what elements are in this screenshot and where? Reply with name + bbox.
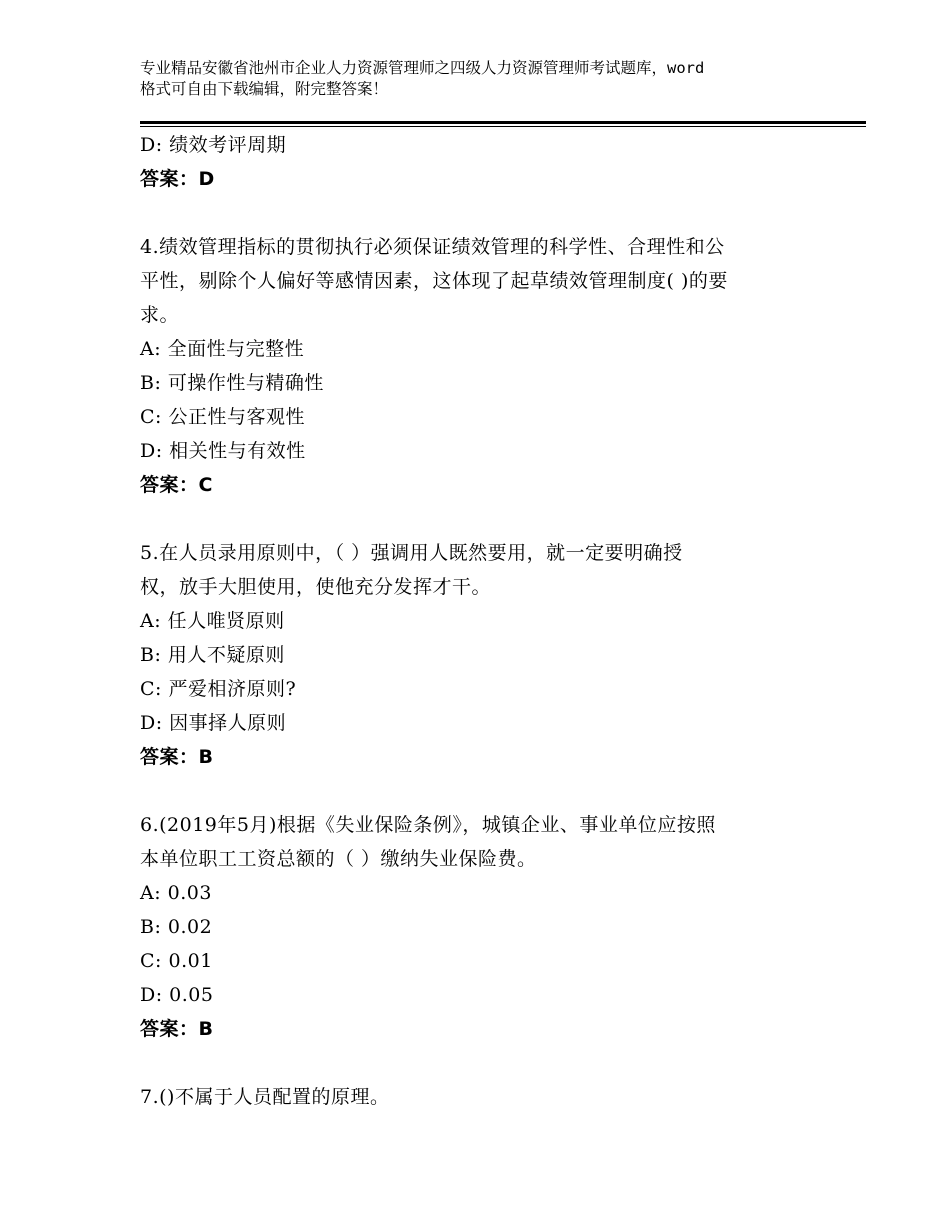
spacer [140, 196, 820, 230]
spacer [140, 1046, 820, 1080]
spacer [140, 502, 820, 536]
answer-line: 答案：B [140, 1018, 214, 1040]
question-4 [140, 230, 820, 502]
question-3-tail [140, 128, 820, 196]
question-stem: 6.(2019年5月)根据《失业保险条例》，城镇企业、事业单位应按照 [140, 814, 716, 836]
question-list [140, 128, 820, 1114]
option-d: D: 相关性与有效性 [140, 440, 306, 462]
answer-line: 答案：B [140, 746, 214, 768]
answer-line: 答案：D [140, 168, 215, 190]
option-a: A: 0.03 [140, 882, 212, 904]
header-rule-thick [140, 121, 866, 124]
question-5 [140, 536, 820, 774]
option-c: C: 0.01 [140, 950, 213, 972]
question-stem: 7.()不属于人员配置的原理。 [140, 1086, 390, 1108]
option-c: C: 严爱相济原则? [140, 678, 297, 700]
question-stem: 本单位职工工资总额的（ ）缴纳失业保险费。 [140, 848, 537, 870]
option-a: A: 任人唯贤原则 [140, 610, 285, 632]
question-stem: 4.绩效管理指标的贯彻执行必须保证绩效管理的科学性、合理性和公 [140, 236, 725, 258]
question-stem: 5.在人员录用原则中，（ ）强调用人既然要用，就一定要明确授 [140, 542, 683, 564]
question-stem: 平性，剔除个人偏好等感情因素，这体现了起草绩效管理制度( )的要 [140, 270, 728, 292]
option-a: A: 全面性与完整性 [140, 338, 305, 360]
option-b: B: 可操作性与精确性 [140, 372, 324, 394]
header-rule-thin [140, 126, 866, 127]
spacer [140, 774, 820, 808]
header-title-line-1: 专业精品安徽省池州市企业人力资源管理师之四级人力资源管理师考试题库，word [140, 59, 705, 77]
question-6 [140, 808, 820, 1046]
document-header [140, 58, 840, 100]
question-stem: 求。 [140, 304, 180, 326]
question-7 [140, 1080, 820, 1114]
question-stem: 权，放手大胆使用，使他充分发挥才干。 [140, 576, 492, 598]
option-d: D: 绩效考评周期 [140, 134, 287, 156]
option-b: B: 0.02 [140, 916, 213, 938]
option-b: B: 用人不疑原则 [140, 644, 285, 666]
option-d: D: 0.05 [140, 984, 214, 1006]
option-d: D: 因事择人原则 [140, 712, 287, 734]
header-title-line-2: 格式可自由下载编辑，附完整答案！ [140, 80, 389, 98]
option-c: C: 公正性与客观性 [140, 406, 305, 428]
answer-line: 答案：C [140, 474, 213, 496]
